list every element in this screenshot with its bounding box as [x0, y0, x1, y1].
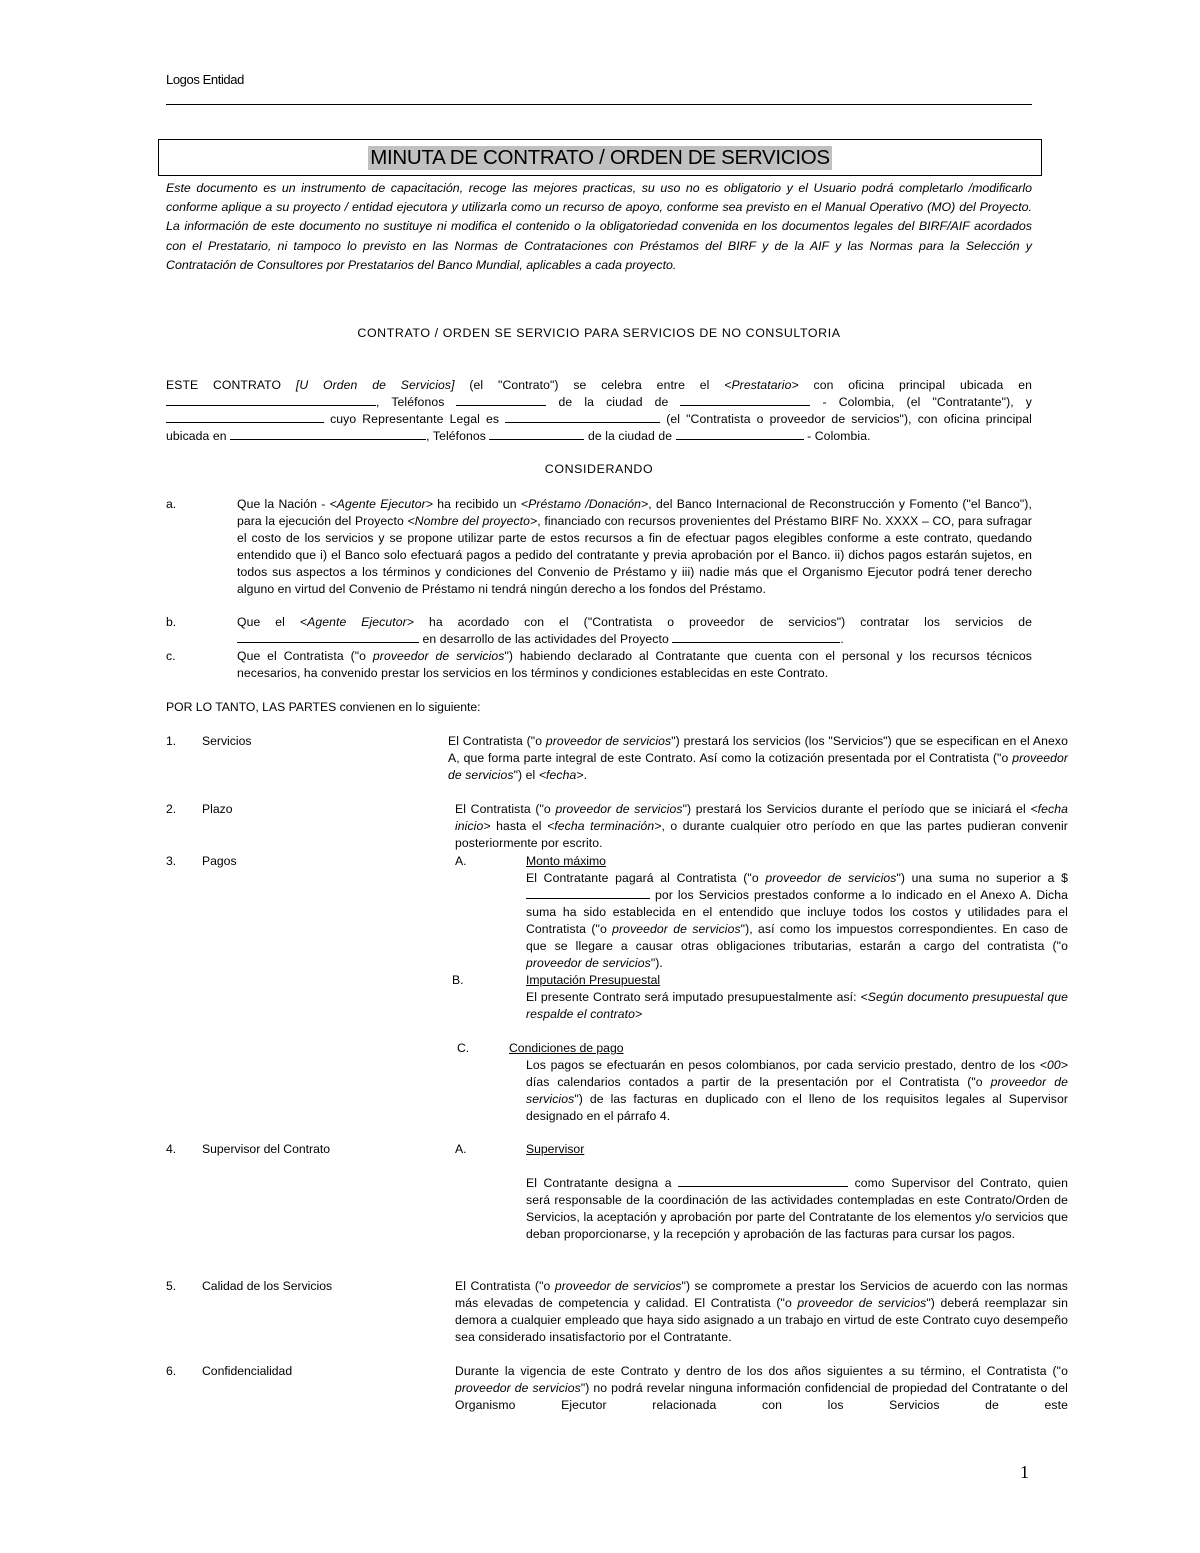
clause-number: 2.	[166, 802, 177, 816]
header-logo-text: Logos Entidad	[166, 72, 244, 87]
clause-title: Pagos	[202, 854, 237, 868]
considerando-heading: CONSIDERANDO	[544, 462, 654, 476]
clause-3c-text: Los pagos se efectuarán en pesos colombianos, por cada servicio prestado, dentro de los <00> días calendarios contados a partir de la presentación por el Contratista ("o proveedor de servicios") de las facturas en duplicado con el lleno de los requisitos legales al Supervisor designado en el párrafo 4.	[526, 1058, 1068, 1123]
considerando-c: Que el Contratista ("o proveedor de servicios") habiendo declarado al Contratante que cuenta con el personal y los recursos técnicos necesarios, ha convenido prestar los servicios en los términos y condiciones establecidas en este Contrato.	[237, 649, 1032, 680]
clause-3b-text: El presente Contrato será imputado presupuestalmente así: <Según documento presupuestal que respalde el contrato>	[526, 990, 1068, 1021]
por-lo-tanto: POR LO TANTO, LAS PARTES convienen en lo siguiente:	[166, 700, 481, 714]
sub-label-b: B.	[452, 973, 464, 987]
considerando-a: Que la Nación - <Agente Ejecutor> ha recibido un <Préstamo /Donación>, del Banco Internacional de Reconstrucción y Fomento ("el Banco"), para la ejecución del Proyecto <Nombre del proyecto>, financiado con recursos provenientes del Préstamo BIRF No. XXXX – CO, para sufragar el costo de los servicios y se propone utilizar parte de estos recursos a fin de efectuar pagos elegibles conforme a este contrato, quedando entendido que i) el Banco solo efectuará pagos a pedido del contratante y previa aprobación por el Banco. ii) dichos pagos estarán sujetos, en todos sus aspectos a los términos y condiciones del Convenio de Préstamo y iii) nadie más que el Organismo Ejecutor podrá tener derecho alguno en virtud del Convenio de Préstamo ni tendrá ningún derecho a los fondos del Préstamo.	[237, 497, 1032, 596]
clause-6-text: Durante la vigencia de este Contrato y dentro de los dos años siguientes a su término, el Contratista ("o proveedor de servicios") no podrá revelar ninguna información confidencial de propiedad del Contratante o del Organismo Ejecutor relacionada con los Servicios de este	[455, 1364, 1068, 1412]
clause-4-text: El Contratante designa a como Supervisor del Contrato, quien será responsable de la coordinación de las actividades contempladas en este Contrato/Orden de Servicios, la aceptación y aprobación por parte del Contratante de los elementos y/o servicios que deban proporcionarse, y la recepción y aprobación de las facturas para cursar los pagos.	[526, 1176, 1068, 1241]
intro-disclaimer: Este documento es un instrumento de capacitación, recoge las mejores practicas, su uso no es obligatorio y el Usuario podrá completarlo /modificarlo conforme aplique a su proyecto / entidad ejecutora y utilizarla como un recurso de apoyo, conforme sea previsto en el Manual Operativo (MO) del Proyecto. La información de este documento no sustituye ni modifica el contenido o la obligatoriedad convenida en los documentos legales del BIRF/AIF acordados con el Prestatario, ni tampoco lo previsto en las Normas de Contrataciones con Préstamos del BIRF y de la AIF y las Normas para la Selección y Contratación de Consultores por Prestatarios del Banco Mundial, aplicables a cada proyecto.	[166, 181, 1032, 272]
sub-title-monto: Monto máximo	[526, 854, 606, 868]
title-box	[158, 139, 1042, 176]
clause-title: Plazo	[202, 802, 233, 816]
clause-title: Supervisor del Contrato	[202, 1142, 331, 1156]
clause-title: Calidad de los Servicios	[202, 1279, 333, 1293]
clause-number: 1.	[166, 734, 177, 748]
sub-title-imputacion: Imputación Presupuestal	[526, 973, 661, 987]
clause-1-text: El Contratista ("o proveedor de servicios") prestará los servicios (los "Servicios") que se especifican en el Anexo A, que forma parte integral de este Contrato. Así como la cotización presentada por el Contratista ("o proveedor de servicios") el <fecha>.	[448, 734, 1068, 782]
page-number: 1	[1020, 1462, 1029, 1482]
sub-label-c: C.	[457, 1041, 470, 1055]
sub-label-a: A.	[455, 1142, 467, 1156]
preamble: ESTE CONTRATO [U Orden de Servicios] (el "Contrato") se celebra entre el <Prestatario> con oficina principal ubicada en , Teléfonos de la ciudad de - Colombia, (el "Contratante"), y cuyo Representante Legal es (el "Contratista o proveedor de servicios"), con oficina principal ubicada en , Teléfonos de la ciudad de - Colombia.	[166, 378, 1032, 443]
item-label-a: a.	[166, 497, 177, 511]
clause-number: 6.	[166, 1364, 177, 1378]
clause-title: Confidencialidad	[202, 1364, 293, 1378]
contract-subtitle: CONTRATO / ORDEN SE SERVICIO PARA SERVICIOS DE NO CONSULTORIA	[357, 326, 841, 340]
document-title: MINUTA DE CONTRATO / ORDEN DE SERVICIOS	[370, 146, 830, 169]
considerando-b: Que el <Agente Ejecutor> ha acordado con el ("Contratista o proveedor de servicios") contratar los servicios de en desarrollo de las actividades del Proyecto .	[237, 615, 1032, 646]
sub-title-supervisor: Supervisor	[526, 1142, 585, 1156]
clause-number: 4.	[166, 1142, 177, 1156]
item-label-b: b.	[166, 615, 177, 629]
item-label-c: c.	[166, 649, 176, 663]
clause-number: 5.	[166, 1279, 177, 1293]
clause-3a-text: El Contratante pagará al Contratista ("o proveedor de servicios") una suma no superior a $ por los Servicios prestados conforme a lo indicado en el Anexo A. Dicha suma ha sido establecida en el entendido que incluye todos los costos y utilidades para el Contratista ("o proveedor de servicios"), así como los impuestos correspondientes. En caso de que se llegare a causar otras obligaciones tributarias, estarán a cargo del contratista ("o proveedor de servicios").	[526, 871, 1068, 970]
sub-title-condiciones: Condiciones de pago	[509, 1041, 624, 1055]
clause-title: Servicios	[202, 734, 252, 748]
header-rule	[166, 104, 1032, 105]
clause-2-text: El Contratista ("o proveedor de servicios") prestará los Servicios durante el período que se iniciará el <fecha inicio> hasta el <fecha terminación>, o durante cualquier otro período en que las partes pudieran convenir posteriormente por escrito.	[455, 802, 1068, 850]
clause-5-text: El Contratista ("o proveedor de servicios") se compromete a prestar los Servicios de acuerdo con las normas más elevadas de competencia y calidad. El Contratista ("o proveedor de servicios") deberá reemplazar sin demora a cualquier empleado que haya sido asignado a un trabajo en virtud de este Contrato cuyo desempeño sea considerado insatisfactorio por el Contratante.	[455, 1279, 1068, 1344]
clause-number: 3.	[166, 854, 177, 868]
sub-label-a: A.	[455, 854, 467, 868]
